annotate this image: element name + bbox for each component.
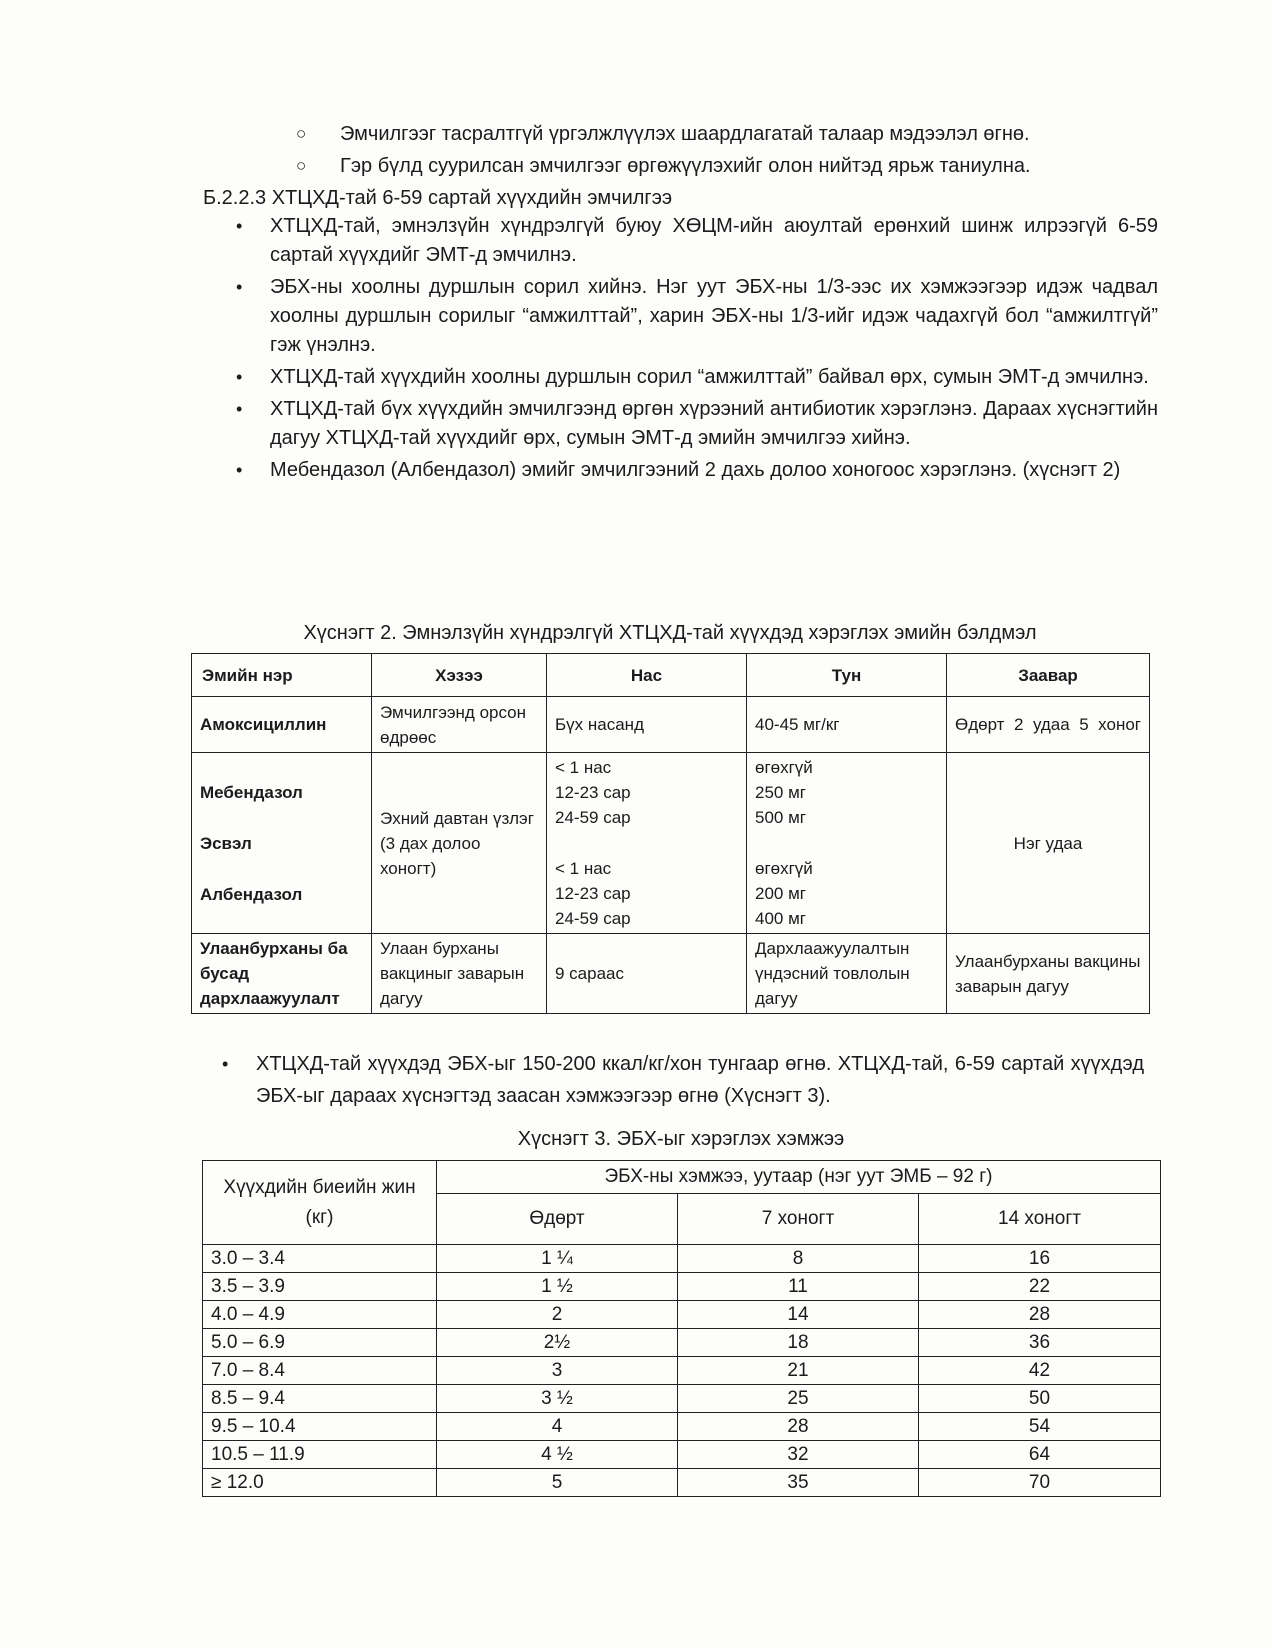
table-row (192, 934, 1150, 1014)
table-cell: 5.0 – 6.9 (203, 1329, 437, 1357)
table-cell: 40-45 мг/кг (747, 697, 947, 753)
table-cell: 36 (919, 1329, 1161, 1357)
table-cell: < 1 нас 12-23 сар 24-59 сар < 1 нас 12-23 сар 24-59 сар (547, 753, 747, 934)
table-cell: 2 (437, 1301, 678, 1329)
table-cell: 16 (919, 1245, 1161, 1273)
column-header: Нас (547, 654, 747, 697)
table-cell: 7.0 – 8.4 (203, 1357, 437, 1385)
bullet-icon: • (236, 367, 243, 387)
table-cell: 11 (678, 1273, 919, 1301)
table-cell: Бүх насанд (547, 697, 747, 753)
table-cell: 14 (678, 1301, 919, 1329)
table-row (192, 697, 1150, 753)
table-row (203, 1329, 1161, 1357)
table-cell: 3.0 – 3.4 (203, 1245, 437, 1273)
column-header: Өдөрт (437, 1194, 678, 1245)
list-item: • ЭБХ-ны хоолны дуршлын сорил хийнэ. Нэг уут ЭБХ-ны 1/3-ээс их хэмжээгээр идэж чадвал хоолны дуршлын сорилыг “амжилттай”, харин ЭБХ-ны 1/3-ийг идэж чадахгүй бол “амжилтгүй” гэж үнэлнэ. (236, 273, 1158, 360)
bullet-icon: • (236, 216, 243, 236)
column-header: Хүүхдийн биеийн жин (кг) (203, 1161, 437, 1245)
column-header-group: ЭБХ-ны хэмжээ, уутаар (нэг уут ЭМБ – 92 г) (437, 1161, 1161, 1194)
table-cell: 70 (919, 1469, 1161, 1497)
column-header: 14 хоногт (919, 1194, 1161, 1245)
table-cell: 1 ¼ (437, 1245, 678, 1273)
column-header: Эмийн нэр (192, 654, 372, 697)
circle-bullet-icon: ○ (296, 124, 307, 143)
bullet-icon: • (236, 460, 243, 480)
list-item: ○ Гэр бүлд суурилсан эмчилгээг өргөжүүлэхийг олон нийтэд ярьж таниулна. (296, 150, 1156, 182)
table-cell: Мебендазол Эсвэл Албендазол (192, 753, 372, 934)
table-cell: 64 (919, 1441, 1161, 1469)
table-cell: Улаан бурханы вакциныг заварын дагуу (372, 934, 547, 1014)
table-cell: 3.5 – 3.9 (203, 1273, 437, 1301)
list-item: • ХТЦХД-тай, эмнэлзүйн хүндрэлгүй буюу ХӨЦМ-ийн аюултай ерөнхий шинж илрээгүй 6-59 сартай хүүхдийг ЭМТ-д эмчилнэ. (236, 212, 1158, 270)
table-row (192, 753, 1150, 934)
table-cell: Улаанбурханы ба бусад дархлаажуулалт (192, 934, 372, 1014)
table-cell: 8.5 – 9.4 (203, 1385, 437, 1413)
table-cell: 4 (437, 1413, 678, 1441)
table-row (203, 1469, 1161, 1497)
column-header: 7 хоногт (678, 1194, 919, 1245)
list-item: • Мебендазол (Албендазол) эмийг эмчилгээний 2 дахь долоо хоногоос хэрэглэнэ. (хүснэгт 2) (236, 456, 1158, 485)
column-header: Хэзээ (372, 654, 547, 697)
table-cell: 4 ½ (437, 1441, 678, 1469)
table-row (203, 1245, 1161, 1273)
table-cell: 1 ½ (437, 1273, 678, 1301)
bullet-icon: • (236, 399, 243, 419)
circle-list (296, 118, 1156, 182)
table-cell: 2½ (437, 1329, 678, 1357)
table-cell: Эхний давтан үзлэг (3 дах долоо хоногт) (372, 753, 547, 934)
table-cell: 35 (678, 1469, 919, 1497)
table-cell: 22 (919, 1273, 1161, 1301)
table-row (203, 1385, 1161, 1413)
table-cell: 4.0 – 4.9 (203, 1301, 437, 1329)
rutf-dosage-table (202, 1160, 1161, 1497)
bullet-list (236, 212, 1158, 488)
table-header-row (192, 654, 1150, 697)
table-cell: Эмчилгээнд орсон өдрөөс (372, 697, 547, 753)
column-header: Тун (747, 654, 947, 697)
table-cell: 8 (678, 1245, 919, 1273)
table-cell: 9 сараас (547, 934, 747, 1014)
list-item: • ХТЦХД-тай хүүхдийн хоолны дуршлын сорил “амжилттай” байвал өрх, сумын ЭМТ-д эмчилнэ. (236, 363, 1158, 392)
table-cell: 50 (919, 1385, 1161, 1413)
column-header: Заавар (947, 654, 1150, 697)
table-row (203, 1357, 1161, 1385)
table-cell: 21 (678, 1357, 919, 1385)
table-cell: Өдөрт 2 удаа 5 хоног (947, 697, 1150, 753)
table-cell: Амоксициллин (192, 697, 372, 753)
table-cell: 28 (678, 1413, 919, 1441)
bullet-icon: • (222, 1054, 229, 1074)
list-item: ○ Эмчилгээг тасралтгүй үргэлжлүүлэх шаардлагатай талаар мэдээлэл өгнө. (296, 118, 1156, 150)
table-row (203, 1441, 1161, 1469)
table-cell: 54 (919, 1413, 1161, 1441)
list-item: • ХТЦХД-тай хүүхдэд ЭБХ-ыг 150-200 ккал/кг/хон тунгаар өгнө. ХТЦХД-тай, 6-59 сартай хүүхдэд ЭБХ-ыг дараах хүснэгтэд заасан хэмжээгээр өгнө (Хүснэгт 3). (222, 1048, 1144, 1112)
table-cell: ≥ 12.0 (203, 1469, 437, 1497)
table-cell: 42 (919, 1357, 1161, 1385)
table-row (203, 1273, 1161, 1301)
table-cell: 9.5 – 10.4 (203, 1413, 437, 1441)
table-cell: өгөхгүй 250 мг 500 мг өгөхгүй 200 мг 400 мг (747, 753, 947, 934)
bullet-list-2 (222, 1048, 1144, 1112)
bullet-icon: • (236, 277, 243, 297)
table-cell: 3 ½ (437, 1385, 678, 1413)
section-title: Б.2.2.3 ХТЦХД-тай 6-59 сартай хүүхдийн эмчилгээ (203, 187, 673, 209)
table-cell: 10.5 – 11.9 (203, 1441, 437, 1469)
table2-caption: Хүснэгт 2. Эмнэлзүйн хүндрэлгүй ХТЦХД-тай хүүхдэд хэрэглэх эмийн бэлдмэл (303, 622, 1037, 644)
table-cell: Улаанбурханы вакцины заварын дагуу (947, 934, 1150, 1014)
medication-table (191, 653, 1150, 1014)
table-cell: 25 (678, 1385, 919, 1413)
table-cell: 28 (919, 1301, 1161, 1329)
table-header-row (203, 1161, 1161, 1194)
table-cell: 32 (678, 1441, 919, 1469)
table-cell: 5 (437, 1469, 678, 1497)
circle-bullet-icon: ○ (296, 156, 307, 175)
table-cell: Дархлаажуулалтын үндэсний товлолын дагуу (747, 934, 947, 1014)
table-row (203, 1413, 1161, 1441)
table-cell: 3 (437, 1357, 678, 1385)
table-cell: Нэг удаа (947, 753, 1150, 934)
table3-caption: Хүснэгт 3. ЭБХ-ыг хэрэглэх хэмжээ (517, 1128, 845, 1150)
table-row (203, 1301, 1161, 1329)
list-item: • ХТЦХД-тай бүх хүүхдийн эмчилгээнд өргөн хүрээний антибиотик хэрэглэнэ. Дараах хүснэгтийн дагуу ХТЦХД-тай хүүхдийг өрх, сумын ЭМТ-д эмийн эмчилгээ хийнэ. (236, 395, 1158, 453)
table-cell: 18 (678, 1329, 919, 1357)
